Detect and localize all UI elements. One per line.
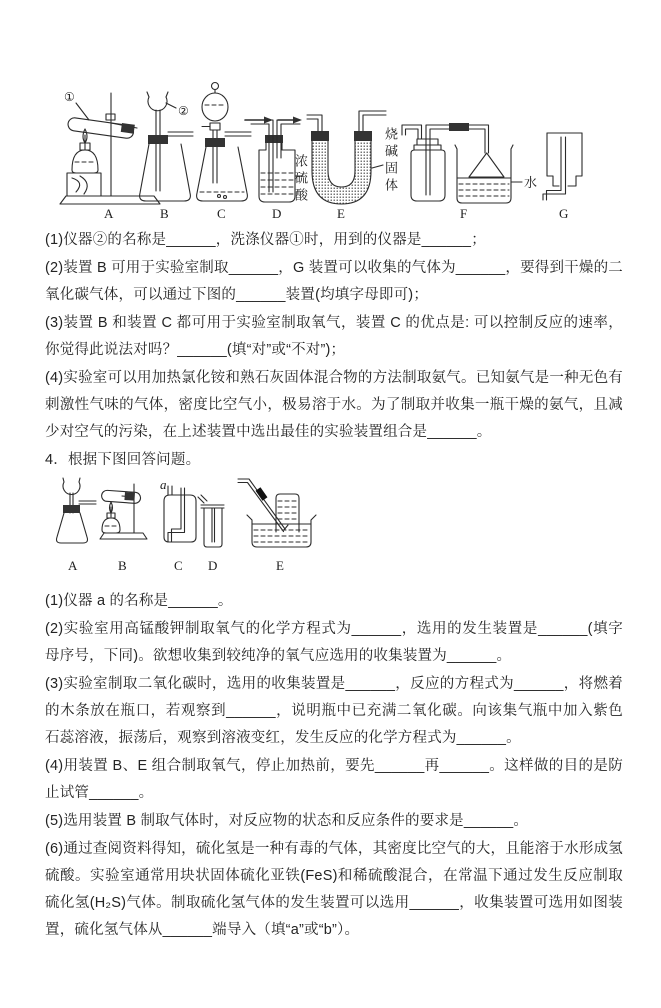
q4-part-3: (3)实验室制取二氧化碳时，选用的收集装置是______，反应的方程式为______，将燃着的木条放在瓶口，若观察到______，说明瓶中已充满二氧化碳。向该集气瓶中加入紫色石蕊溶液，振荡后，观察到溶液变红，发生反应的化学方程式为______。 (45, 676, 623, 746)
label-concentrated-sulfuric-acid: 浓硫酸 (293, 154, 308, 205)
worksheet-page (0, 73, 661, 944)
apparatus2-b-heated-test-tube (100, 484, 147, 573)
apparatus-label-b: B (160, 206, 169, 221)
apparatus-label-c: C (217, 206, 226, 221)
q4-part-6: (6)通过查阅资料得知，硫化氢是一种有毒的气体，其密度比空气的大，且能溶于水形成氢硫酸。实验室通常用块状固体硫化亚铁(FeS)和稀硫酸混合，在常温下通过发生反应制取硫化氢(H₂S)气体。制取硫化氢气体的发生装置可以选用______，收集装置可选用如图装置，硫化氢气体从______端导入（填“a”或“b”）。 (45, 841, 623, 938)
figure2-drawing (55, 476, 327, 574)
q4-part-2: (2)实验室用高锰酸钾制取氧气的化学方程式为______，选用的发生装置是______(填字母序号，下同)。欲想收集到较纯净的氧气应选用的收集装置为______。 (45, 621, 623, 664)
q4-heading: 4．根据下图回答问题。 (45, 452, 201, 468)
apparatus2-label-b: B (118, 558, 127, 573)
q3-part-1: (1)仪器②的名称是______，洗涤仪器①时，用到的仪器是______； (45, 232, 486, 248)
apparatus2-a-flask-funnel (57, 478, 97, 573)
apparatus-b-flask-long-neck-funnel (140, 92, 193, 221)
apparatus-label-e: E (337, 206, 345, 221)
apparatus2-label-d: D (208, 558, 218, 573)
apparatus2-e-water-trough-collection (238, 479, 316, 573)
label-caustic-soda-solid: 烧碱固体 (383, 127, 398, 195)
figure1-drawing (45, 73, 623, 223)
q4-part-4: (4)用装置 B、E 组合制取氧气，停止加热前，要先______再______。这样做的目的是防止试管______。 (45, 758, 623, 801)
callout-1-test-tube: ① (64, 90, 75, 104)
apparatus-label-d: D (272, 206, 282, 221)
apparatus2-label-a: A (68, 558, 78, 573)
label-water: 水 (524, 175, 538, 190)
apparatus-label-a: A (104, 206, 114, 221)
apparatus-g-inverted-collection-bottle (543, 133, 582, 221)
apparatus-e-u-tube-drying (307, 111, 386, 221)
apparatus2-label-c: C (174, 558, 183, 573)
q3-part-2: (2)装置 B 可用于实验室制取______，G 装置可以收集的气体为______，要得到干燥的二氧化碳气体，可以通过下图的______装置(均填字母即可)； (45, 260, 623, 303)
callout-2-funnel: ② (178, 104, 189, 118)
apparatus2-c-multipurpose-bottle (160, 477, 196, 573)
apparatus-f-absorption-bottle-beaker (402, 123, 537, 221)
q4-part-1: (1)仪器 a 的名称是______。 (45, 593, 233, 609)
port-a-label: a (160, 477, 167, 492)
q4-part-5: (5)选用装置 B 制取气体时，对反应物的状态和反应条件的要求是______。 (45, 813, 529, 829)
apparatus2-d-gas-bottle (198, 495, 224, 573)
figure-apparatus-a-to-g (45, 73, 623, 223)
apparatus-label-g: G (559, 206, 569, 221)
figure-apparatus-a-to-e (55, 476, 327, 574)
q3-part-3: (3)装置 B 和装置 C 都可用于实验室制取氧气，装置 C 的优点是: 可以控制反应的速率，你觉得此说法对吗？______(填“对”或“不对”)； (45, 315, 623, 358)
apparatus-c-flask-separating-funnel (197, 83, 251, 222)
apparatus2-label-e: E (276, 558, 284, 573)
q3-part-4: (4)实验室可以用加热氯化铵和熟石灰固体混合物的方法制取氨气。已知氨气是一种无色有刺激性气味的气体，密度比空气小，极易溶于水。为了制取并收集一瓶干燥的氨气，且减少对空气的污染，在上述装置中选出最佳的实验装置组合是______。 (45, 370, 623, 440)
apparatus-label-f: F (460, 206, 468, 221)
